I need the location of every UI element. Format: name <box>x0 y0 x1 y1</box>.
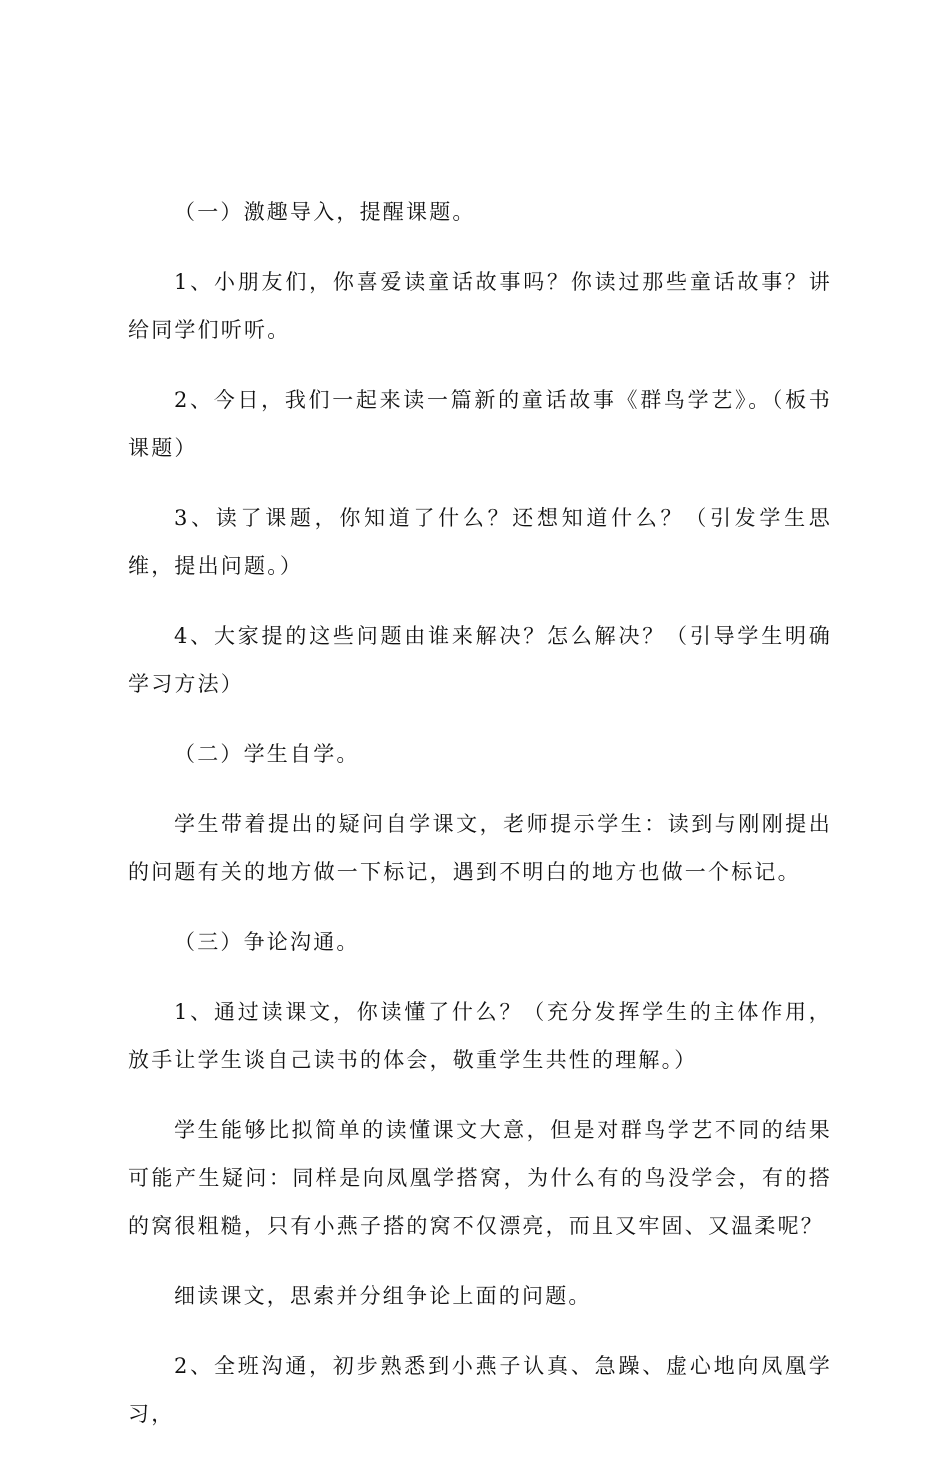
paragraph-discussion-1: 1、通过读课文，你读懂了什么？（充分发挥学生的主体作用，放手让学生谈自己读书的体会，敬重学生共性的理解。） <box>128 1000 832 1072</box>
paragraph-student-question: 学生能够比拟简单的读懂课文大意，但是对群鸟学艺不同的结果可能产生疑问：同样是向凤凰学搭窝，为什么有的鸟没学会，有的搭的窝很粗糙，只有小燕子搭的窝不仅漂亮，而且又牢固、又温柔呢？ <box>128 1118 832 1238</box>
paragraph-discussion-2: 2、全班沟通，初步熟悉到小燕子认真、急躁、虚心地向凤凰学习， <box>128 1354 832 1426</box>
section-heading-1: （一）激趣导入，提醒课题。 <box>174 200 476 224</box>
paragraph-item-3: 3、读了课题，你知道了什么？还想知道什么？（引发学生思维，提出问题。） <box>128 506 832 578</box>
paragraph-close-reading: 细读课文，思索并分组争论上面的问题。 <box>174 1284 592 1308</box>
document-body <box>128 188 832 1460</box>
paragraph-item-2: 2、今日，我们一起来读一篇新的童话故事《群鸟学艺》。（板书课题） <box>128 388 832 460</box>
section-heading-3: （三）争论沟通。 <box>174 930 360 954</box>
section-heading-2: （二）学生自学。 <box>174 742 360 766</box>
paragraph-item-1: 1、小朋友们，你喜爱读童话故事吗？你读过那些童话故事？讲给同学们听听。 <box>128 270 832 342</box>
paragraph-item-4: 4、大家提的这些问题由谁来解决？怎么解决？（引导学生明确学习方法） <box>128 624 832 696</box>
paragraph-self-study: 学生带着提出的疑问自学课文，老师提示学生：读到与刚刚提出的问题有关的地方做一下标记，遇到不明白的地方也做一个标记。 <box>128 812 832 884</box>
